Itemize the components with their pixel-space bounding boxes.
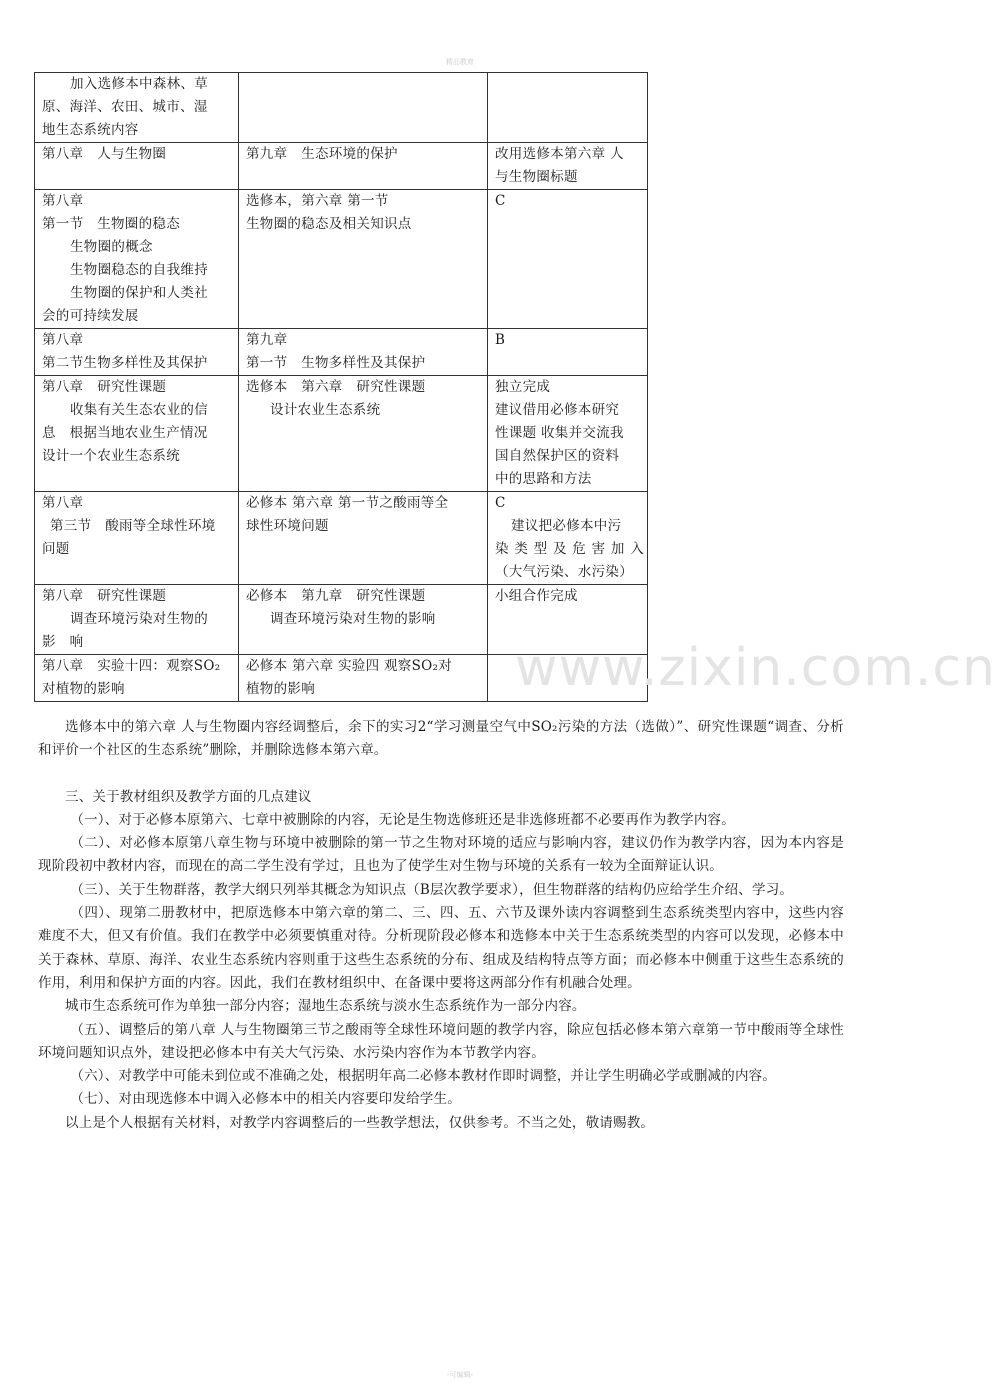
- table-cell: 第九章 生态环境的保护: [239, 143, 488, 190]
- table-cell: [488, 73, 648, 143]
- paragraph: 选修本中的第六章 人与生物圈内容经调整后，余下的实习2“学习测量空气中SO₂污染的方法（选做）”、研究性课题“调查、分析和评价一个社区的生态系统”删除，并删除选修本第六章。: [38, 719, 844, 759]
- table-cell: 必修本 第六章 实验四 观察SO₂对 植物的影响: [239, 655, 488, 702]
- table-row: [35, 376, 648, 492]
- paragraph: 以上是个人根据有关材料，对教学内容调整后的一些教学想法，仅供参考。不当之处，敬请赐教。: [65, 1114, 655, 1131]
- table-cell: 必修本 第六章 第一节之酸雨等全 球性环境问题: [239, 492, 488, 585]
- table-cell: 第八章 第三节 酸雨等全球性环境 问题: [35, 492, 239, 585]
- table-cell: 加入选修本中森林、草 原、海洋、农田、城市、湿 地生态系统内容: [35, 73, 239, 143]
- table-cell: C: [488, 190, 648, 329]
- table-cell: 选修本 第六章 研究性课题 设计农业生态系统: [239, 376, 488, 492]
- table-row: [35, 329, 648, 376]
- table-row: [35, 73, 648, 143]
- site-watermark: www.zixin.com.cn: [515, 638, 996, 698]
- paragraph: （六）、对教学中可能未到位或不准确之处，根据明年高二必修本教材作即时调整，并让学生明确必学或删减的内容。: [70, 1068, 777, 1085]
- table-cell: 小组合作完成: [488, 585, 648, 655]
- document-body: [38, 716, 844, 1135]
- table-cell: 第八章 人与生物圈: [35, 143, 239, 190]
- section-title: 三、关于教材组织及教学方面的几点建议: [65, 788, 312, 805]
- table-row: [35, 492, 648, 585]
- table-cell: 第八章 实验十四：观察SO₂ 对植物的影响: [35, 655, 239, 702]
- page-header-mark: 精品教育: [446, 58, 474, 66]
- paragraph: （一）、对于必修本原第六、七章中被删除的内容，无论是生物选修班还是非选修班都不必要再作为教学内容。: [70, 811, 735, 828]
- paragraph: 城市生态系统可作为单独一部分内容；湿地生态系统与淡水生态系统作为一部分内容。: [65, 998, 586, 1015]
- table-cell: 第八章 研究性课题 收集有关生态农业的信 息 根据当地农业生产情况 设计一个农业生态系统: [35, 376, 239, 492]
- paragraph: （四）、现第二册教材中，把原选修本中第六章的第二、三、四、五、六节及课外读内容调整到生态系统类型内容中，这些内容难度不大，但又有价值。我们在教学中必须要慎重对待。分析现阶段必修本和选修本中关于生态系统类型的内容可以发现，必修本中关于森林、草原、海洋、农业生态系统内容则重于这些生态系统的分布、组成及结构特点等方面；而必修本中侧重于这些生态系统的作用，利用和保护方面的内容。因此，我们在教材组织中、在备课中要将这两部分作有机融合处理。: [38, 905, 844, 991]
- paragraph: （三）、关于生物群落，教学大纲只列举其概念为知识点（B层次教学要求），但生物群落的结构仍应给学生介绍、学习。: [70, 881, 794, 898]
- table-cell: 第九章 第一节 生物多样性及其保护: [239, 329, 488, 376]
- table-cell: [239, 73, 488, 143]
- table-cell: B: [488, 329, 648, 376]
- page-footer-mark: -可编辑-: [446, 1371, 474, 1379]
- table-cell: 独立完成 建议借用必修本研究 性课题 收集并交流我 国自然保护区的资料 中的思路和方法: [488, 376, 648, 492]
- content-adjustment-table: [34, 72, 648, 702]
- table-row: [35, 143, 648, 190]
- table-row: [35, 190, 648, 329]
- table-cell: 第八章 第一节 生物圈的稳态 生物圈的概念 生物圈稳态的自我维持 生物圈的保护和人类社 会的可持续发展: [35, 190, 239, 329]
- table-cell: 第八章 第二节生物多样性及其保护: [35, 329, 239, 376]
- paragraph: （七）、对由现选修本中调入必修本中的相关内容要印发给学生。: [70, 1091, 461, 1108]
- paragraph: （五）、调整后的第八章 人与生物圈第三节之酸雨等全球性环境问题的教学内容，除应包括必修本第六章第一节中酸雨等全球性环境问题知识点外，建设把必修本中有关大气污染、水污染内容作为本节教学内容。: [38, 1021, 844, 1061]
- table-cell: C 建议把必修本中污 染类型及危害加入 （大气污染、水污染）: [488, 492, 648, 585]
- table-cell: 选修本，第六章 第一节 生物圈的稳态及相关知识点: [239, 190, 488, 329]
- table-cell: 第八章 研究性课题 调查环境污染对生物的 影 响: [35, 585, 239, 655]
- table-cell: 改用选修本第六章 人 与生物圈标题: [488, 143, 648, 190]
- table-cell: 必修本 第九章 研究性课题 调查环境污染对生物的影响: [239, 585, 488, 655]
- paragraph: （二）、对必修本原第八章生物与环境中被删除的第一节之生物对环境的适应与影响内容，建议仍作为教学内容，因为本内容是现阶段初中教材内容，而现在的高二学生没有学过，且也为了使学生对生物与环境的关系有一较为全面辩证认识。: [38, 835, 844, 875]
